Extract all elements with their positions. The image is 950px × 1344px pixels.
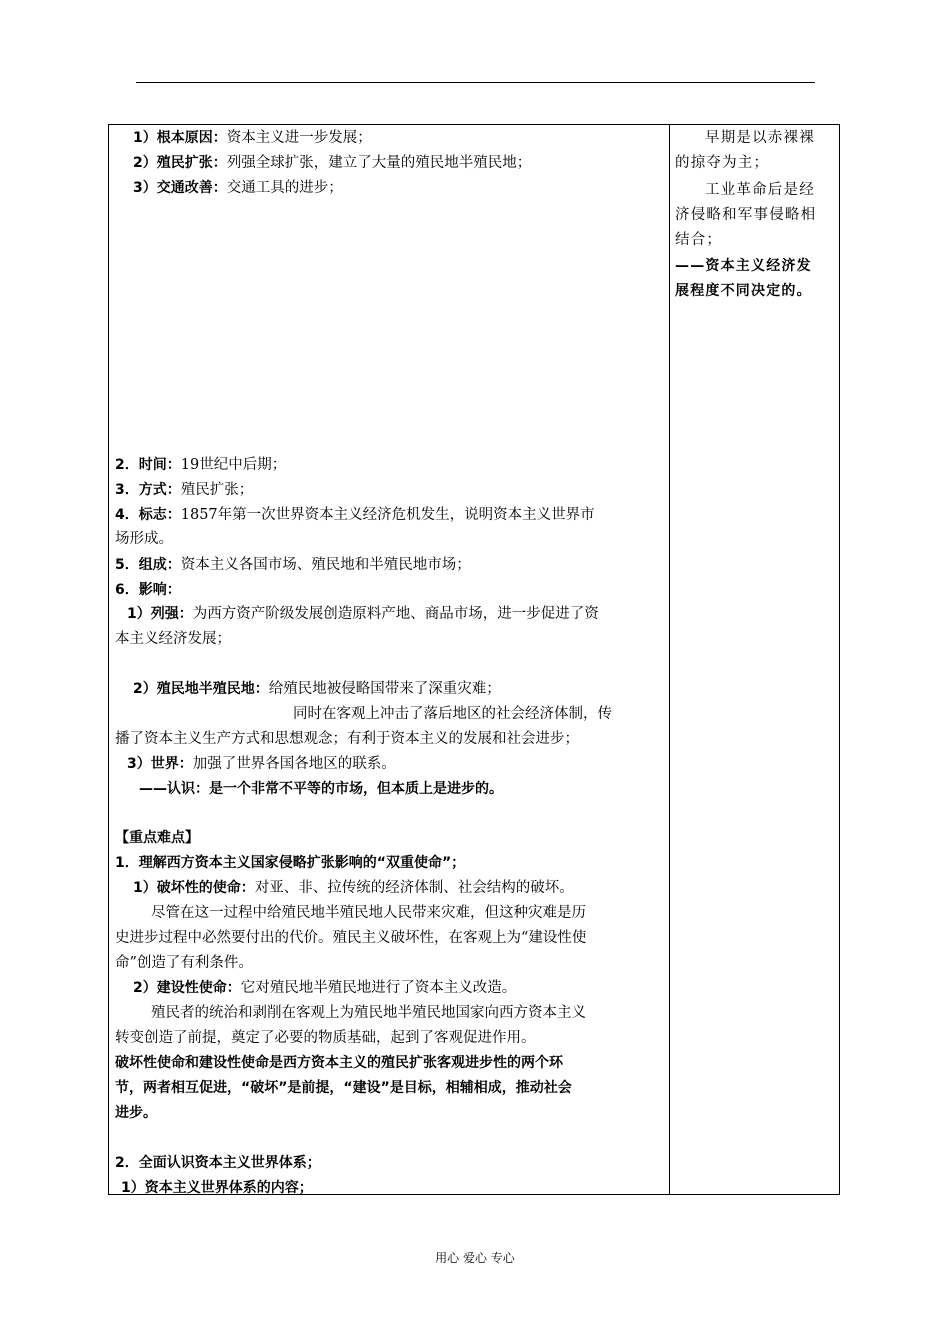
bold-text: 4．标志：: [115, 507, 181, 523]
side-note-line: [675, 153, 769, 173]
body-text: 早期是以赤裸裸: [705, 130, 815, 146]
main-text-line: [115, 529, 173, 549]
body-text: 给殖民地被侵略国带来了深重灾难；: [268, 681, 501, 697]
main-text-line: [121, 1178, 313, 1198]
main-text-line: [115, 1153, 321, 1173]
main-text-line: [115, 629, 231, 649]
bold-text: 6．影响：: [115, 582, 181, 598]
main-text-line: [127, 754, 396, 774]
main-text-line: [115, 1053, 563, 1073]
bold-text: 2）建设性使命：: [133, 980, 241, 996]
bold-text: 1）根本原因：: [133, 130, 227, 146]
main-text-line: [115, 455, 286, 475]
body-text: 殖民者的统治和剥削在客观上为殖民地半殖民地国家向西方资本主义: [151, 1005, 586, 1021]
body-text: 殖民扩张；: [180, 482, 254, 498]
body-text: 转变创造了前提，奠定了必要的物质基础，起到了客观促进作用。: [115, 1030, 536, 1046]
bold-text: ——资本主义经济发: [675, 258, 812, 274]
body-text: 播了资本主义生产方式和思想观念；有利于资本主义的发展和社会进步；: [115, 731, 579, 747]
body-text: 本主义经济发展；: [115, 631, 231, 647]
main-text-line: [133, 679, 501, 699]
main-text-line: [115, 1078, 572, 1098]
main-text-line: [115, 1028, 536, 1048]
bold-text: 1）破坏性的使命：: [133, 880, 255, 896]
body-text: 尽管在这一过程中给殖民地半殖民地人民带来灾难，但这种灾难是历: [151, 905, 586, 921]
main-text-line: [115, 828, 199, 848]
body-text: 资本主义进一步发展；: [226, 130, 372, 146]
body-text: 对亚、非、拉传统的经济体制、社会结构的破坏。: [254, 880, 574, 896]
main-text-line: [133, 178, 343, 198]
body-text: 工业革命后是经: [705, 182, 815, 198]
bold-text: 破坏性使命和建设性使命是西方资本主义的殖民扩张客观进步性的两个环: [115, 1055, 563, 1071]
main-text-line: [115, 480, 253, 500]
main-text-line: [151, 1003, 586, 1023]
bold-text: 2）殖民扩张：: [133, 155, 227, 171]
main-text-line: [139, 779, 503, 799]
body-text: 结合；: [675, 232, 723, 248]
main-text-line: [115, 853, 465, 873]
bold-text: 3）交通改善：: [133, 180, 227, 196]
body-text: 资本主义各国市场、殖民地和半殖民地市场；: [180, 557, 471, 573]
main-text-line: [151, 903, 586, 923]
header-rule: [136, 82, 815, 83]
side-note-line: [675, 205, 816, 225]
bold-text: 5．组成：: [115, 557, 181, 573]
body-text: 济侵略和军事侵略相: [675, 207, 817, 223]
bold-text: 2．全面认识资本主义世界体系；: [115, 1155, 321, 1171]
body-text: 史进步过程中必然要付出的代价。殖民主义破坏性，在客观上为“建设性使: [115, 930, 587, 946]
bold-text: 2．时间：: [115, 457, 181, 473]
page-footer: 用心 爱心 专心: [435, 1251, 515, 1265]
main-text-line: [115, 1103, 157, 1123]
bold-text: ——认识：是一个非常不平等的市场，但本质上是进步的。: [139, 781, 503, 797]
side-note-line: [705, 180, 815, 200]
main-text-line: [133, 128, 372, 148]
bold-text: 1）资本主义世界体系的内容；: [121, 1180, 313, 1196]
main-text-line: [115, 505, 595, 525]
body-text: 同时在客观上冲击了落后地区的社会经济体制，传: [293, 706, 612, 722]
main-text-line: [115, 555, 471, 575]
side-note-line: [705, 128, 815, 148]
main-text-line: [115, 928, 586, 948]
bold-text: 【重点难点】: [115, 830, 199, 846]
side-note-line: [675, 256, 812, 276]
main-text-line: [127, 604, 599, 624]
body-text: 加强了世界各国各地区的联系。: [192, 756, 396, 772]
body-text: 的掠夺为主；: [675, 155, 770, 171]
main-text-line: [133, 153, 531, 173]
body-text: 19世纪中后期；: [180, 457, 287, 473]
main-text-line: [115, 953, 253, 973]
body-text: 为西方资产阶级发展创造原料产地、商品市场，进一步促进了资: [192, 606, 599, 622]
main-text-line: [293, 704, 612, 724]
body-text: 它对殖民地半殖民地进行了资本主义改造。: [240, 980, 517, 996]
main-text-line: [133, 978, 516, 998]
main-text-line: [133, 878, 574, 898]
bold-text: 1．理解西方资本主义国家侵略扩张影响的“双重使命”；: [115, 855, 466, 871]
side-note-line: [675, 281, 812, 301]
side-note-line: [675, 230, 722, 250]
column-divider: [669, 125, 670, 1194]
main-text-line: [115, 580, 181, 600]
bold-text: 2）殖民地半殖民地：: [133, 681, 269, 697]
main-text-line: [115, 729, 579, 749]
body-text: 列强全球扩张，建立了大量的殖民地半殖民地；: [226, 155, 532, 171]
body-text: 命”创造了有利条件。: [115, 955, 253, 971]
bold-text: 进步。: [115, 1105, 157, 1121]
bold-text: 1）列强：: [127, 606, 193, 622]
body-text: 1857年第一次世界资本主义经济危机发生，说明资本主义世界市: [180, 507, 595, 523]
notes-table: [108, 124, 840, 1195]
bold-text: 3．方式：: [115, 482, 181, 498]
body-text: 交通工具的进步；: [226, 180, 343, 196]
bold-text: 展程度不同决定的。: [675, 283, 812, 299]
body-text: 场形成。: [115, 531, 173, 547]
bold-text: 节，两者相互促进，“破坏”是前提，“建设”是目标，相辅相成，推动社会: [115, 1080, 572, 1096]
bold-text: 3）世界：: [127, 756, 193, 772]
